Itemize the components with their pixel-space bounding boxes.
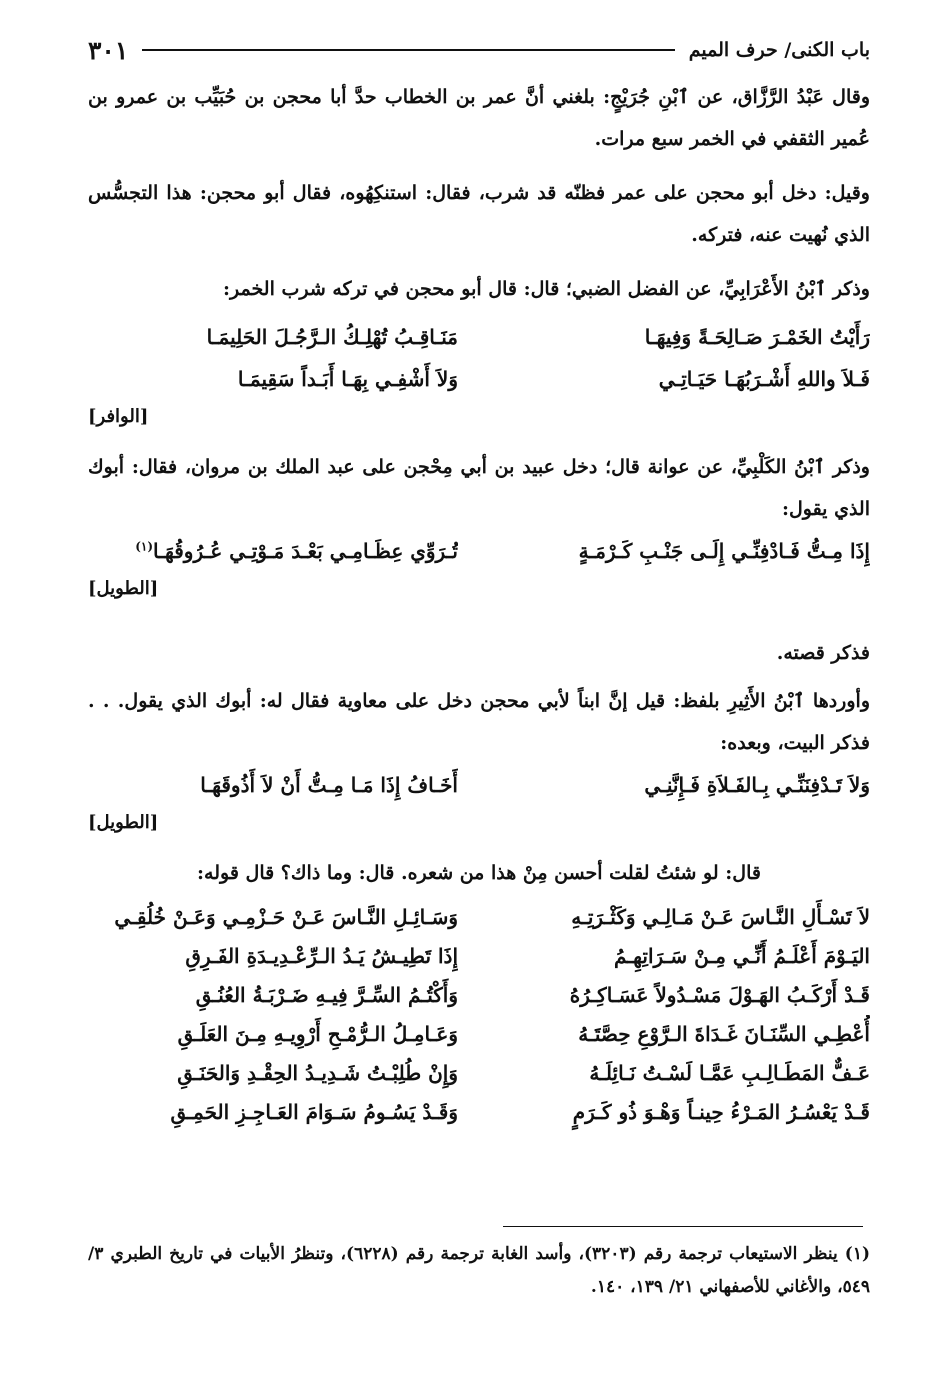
verse-line xyxy=(88,316,870,358)
verse-first-hemistich: رَأَيْتُ الخَمْـرَ صَـالِحَـةً وَفِيهَـا xyxy=(644,325,870,349)
page-header xyxy=(88,30,870,70)
verse-second-text: تُـرَوِّي عِظَـامِـي بَعْـدَ مَـوْتِـي عُـرُوقُهَـا xyxy=(153,539,458,563)
verse-line xyxy=(88,530,870,572)
verse-line xyxy=(88,976,870,1015)
verse-line xyxy=(88,1015,870,1054)
footnote: (١) ينظر الاستيعاب ترجمة رقم (٣٢٠٣)، وأسد الغابة ترجمة رقم (٦٢٢٨)، وتنظرُ الأبيات في تاريخ الطبري ٣/ ٥٤٩، والأغاني للأصفهاني ٢١/ ١٣٩، ١٤٠. xyxy=(88,1244,870,1297)
footnote-divider xyxy=(503,1226,863,1227)
verse-second-hemistich: وَقَـدْ يَسُـومُ سَـوَامَ العَـاجِـزِ الحَمِـقِ xyxy=(170,1100,458,1124)
page-number: ٣٠١ xyxy=(88,35,129,65)
paragraph-2: وقيل: دخل أبو محجن على عمر فظنّه قد شرب، فقال: استنكِهُوه، فقال أبو محجن: هذا التجسُّس الذي نُهيت عنه، فتركه. xyxy=(88,182,870,246)
verse-first-hemistich: إِذَا مِـتُّ فَـادْفِنِّـي إِلَـى جَنْـبِ كَـرْمَـةٍ xyxy=(578,539,870,563)
meter-label: [الطويل] xyxy=(88,812,159,833)
paragraph-6: وأوردها ٱبْنُ الأَثِيرِ بلفظ: قيل إنَّ ابناً لأبي محجن دخل على معاوية فقال له: أبوك الذي يقول. . . فذكر البيت، وبعده: xyxy=(88,690,870,754)
verse-first-hemistich: قَـدْ أَرْكَـبُ الهَـوْلَ مَسْـدُولاً عَسَـاكِـرُهُ xyxy=(569,983,870,1007)
verse-second-hemistich: أَخَـافُ إِذَا مَـا مِـتُّ أَنْ لاَ أَذُوقَهَـا xyxy=(200,773,458,797)
verse-first-hemistich: لاَ تَسْـأَلِ النَّـاسَ عَـنْ مَـالِـي وَكَثْـرَتِـهِ xyxy=(571,905,870,929)
poem-block xyxy=(88,898,870,1132)
header-rule xyxy=(142,49,674,51)
verse-line xyxy=(88,358,870,400)
verse-first-hemistich: فَـلاَ واللهِ أَشْـرَبُهَـا حَيَـاتِـي xyxy=(658,367,870,391)
paragraph-7: قال: لو شئتُ لقلت أحسن مِنْ هذا من شعره. قال: وما ذاك؟ قال قوله: xyxy=(197,862,761,884)
verse-line xyxy=(88,1054,870,1093)
verse-second-hemistich: مَنَـاقِـبُ تُهْلِـكُ الـرَّجُـلَ الحَلِيمَـا xyxy=(206,325,458,349)
verse-first-hemistich: عَـفٌّ المَطَـالِـبِ عَمَّـا لَسْـتُ نَـائِلَـهُ xyxy=(589,1061,870,1085)
verse-first-hemistich: أُعْطِـي السِّنَـانَ غَـدَاةَ الـرَّوْعِ حِصَّتَـهُ xyxy=(578,1022,870,1046)
verse-second-hemistich: وَلاَ أَشْفِـي بِهَـا أَبَـداً سَقِيمَـا xyxy=(237,367,458,391)
verse-first-hemistich: قَـدْ يَعْسُـرُ المَـرْءُ حِينـاً وَهْـوَ ذُو كَـرَمٍ xyxy=(572,1100,870,1124)
verse-line xyxy=(88,937,870,976)
book-page xyxy=(88,30,870,1360)
meter-label: [الطويل] xyxy=(88,578,159,599)
verse-first-hemistich: اليَـوْمَ أَعْلَـمُ أَنِّـي مِـنْ سَـرَاتِهِـمُ xyxy=(613,944,870,968)
paragraph-1: وقال عَبْدُ الرَّزَّاق، عن ٱبْنِ جُرَيْجٍ: بلغني أنَّ عمر بن الخطاب حدَّ أبا محجن بن حُبَيِّب بن عمرو بن عُمير الثقفي في الخمر سبع مرات. xyxy=(88,86,870,150)
meter-label: [الوافر] xyxy=(88,406,149,427)
verse-first-hemistich: وَلاَ تَـدْفِنَنِّـي بِـالفَـلاَةِ فَـإِنَّنِـي xyxy=(644,773,870,797)
verse-line xyxy=(88,898,870,937)
verse-line xyxy=(88,764,870,806)
verse-line xyxy=(88,1093,870,1132)
footnote-reference: (١) xyxy=(135,539,154,554)
paragraph-4: وذكر ٱبْنُ الكَلْبِيِّ، عن عوانة قال؛ دخل عبيد بن أبي مِحْجن على عبد الملك بن مروان، فقال: أبوك الذي يقول: xyxy=(88,456,870,520)
verse-second-hemistich: وَإِنْ طُلِبْـتُ شَـدِيـدُ الحِقْـدِ وَالحَنَـقِ xyxy=(177,1061,458,1085)
verse-second-hemistich: وَسَـائِـلِ النَّـاسَ عَـنْ حَـزْمِـي وَعَـنْ خُلُقِـي xyxy=(114,905,458,929)
verse-second-hemistich xyxy=(88,530,458,572)
verse-second-hemistich: وَأَكْتُـمُ السِّـرَّ فِيـهِ ضَـرْبَـةُ العُنُـقِ xyxy=(195,983,458,1007)
verse-second-hemistich: وَعَـامِـلُ الـرُّمْـحِ أَرْوِيـهِ مِـنَ العَلَـقِ xyxy=(177,1022,458,1046)
paragraph-5: فذكر قصته. xyxy=(776,642,870,664)
paragraph-3: وذكر ٱبْنُ الأَعْرَابِيِّ، عن الفضل الضبي؛ قال: قال أبو محجن في تركه شرب الخمر: xyxy=(223,278,870,300)
verse-second-hemistich: إِذَا تَطِيـشُ يَـدُ الـرِّعْـدِيـدَةِ الفَـرِقِ xyxy=(185,944,458,968)
chapter-title: باب الكنى/ حرف الميم xyxy=(688,39,870,61)
